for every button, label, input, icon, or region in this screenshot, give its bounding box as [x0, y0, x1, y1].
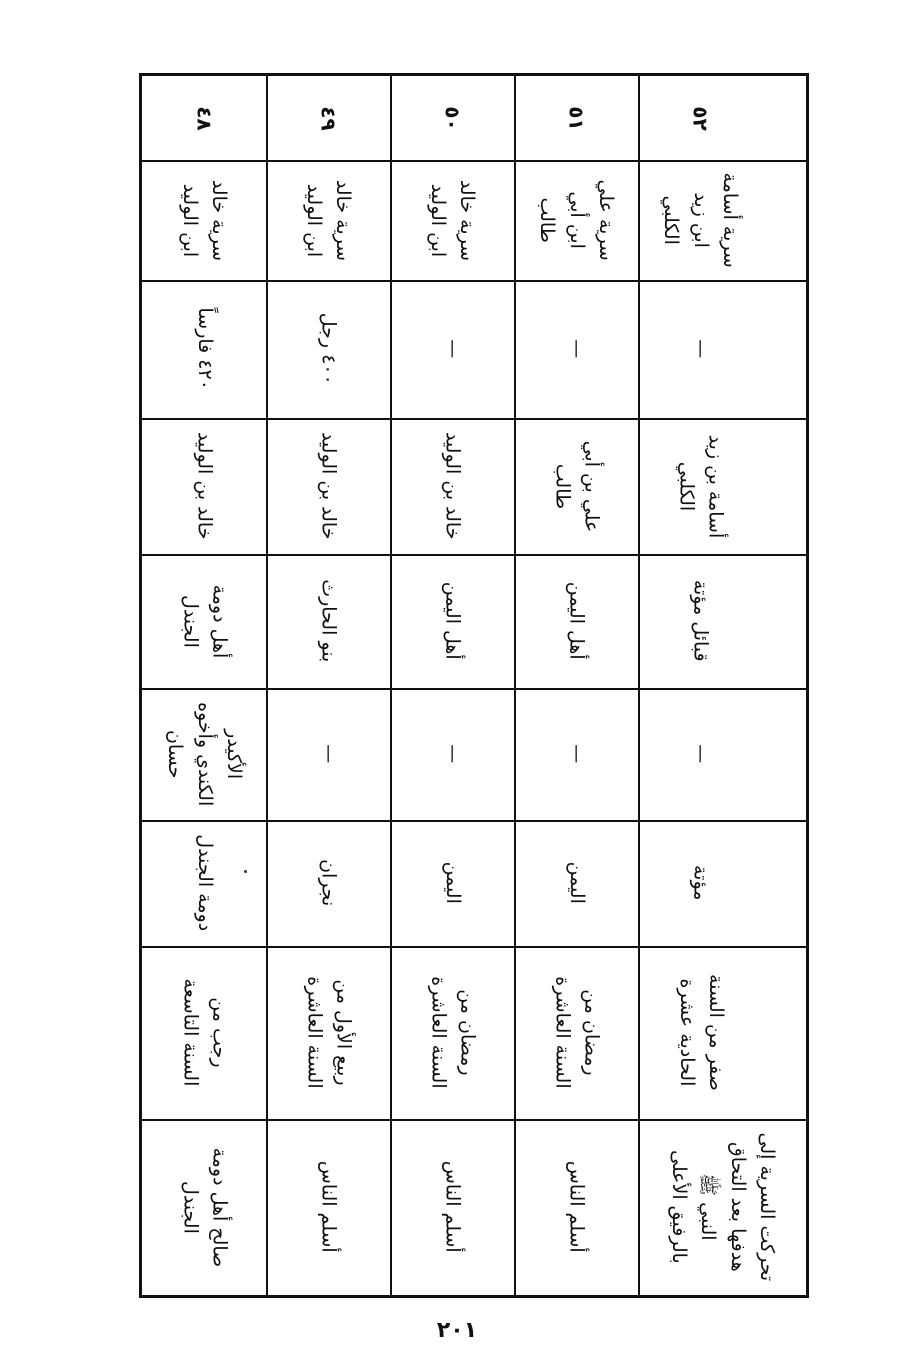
cell-force: — — [565, 339, 588, 359]
cell-enemy-leader: — — [441, 744, 464, 764]
cell-number: ٤٩ — [316, 105, 341, 131]
cell-number: ٥٠ — [440, 105, 465, 131]
cell-force: ٤٢٠ فارساً — [193, 307, 216, 391]
cell-leader: خالد بن الوليد — [441, 432, 464, 540]
cell-date: رمضان من السنة العاشرة — [550, 976, 603, 1089]
cell-enemy-leader: — — [317, 744, 340, 764]
cell-place: مؤتة — [689, 865, 712, 901]
expeditions-table — [139, 73, 809, 1298]
table-row-48 — [142, 76, 266, 1295]
cell-force: ٤٠٠ رجل — [317, 313, 340, 385]
table-row-50 — [390, 76, 514, 1295]
scan-speck — [244, 870, 247, 873]
cell-result: أسلم الناس — [317, 1161, 340, 1253]
cell-enemy-leader: — — [565, 744, 588, 764]
cell-number: ٤٨ — [192, 105, 217, 131]
cell-expedition: سرية خالد ابن الوليد — [179, 179, 231, 261]
cell-target: أهل دومة الجندل — [178, 584, 231, 658]
cell-result: تحركت السرية إلى هدفها بعد التحاق النبي ﷺ بالرفيق الأعلى — [667, 1132, 778, 1282]
cell-expedition: سرية علي ابن أبي طالب — [536, 179, 618, 261]
page-number: ٢٠١ — [436, 1318, 478, 1343]
cell-place: اليمن — [565, 861, 588, 905]
cell-leader: أسامة بن زيد الكلبي — [675, 434, 727, 538]
cell-date: ربيع الأول من السنة العاشرة — [302, 976, 355, 1089]
cell-number: ٥١ — [564, 105, 589, 131]
cell-force: — — [441, 339, 464, 359]
cell-place: دومة الجندل — [193, 834, 216, 932]
cell-expedition: سرية خالد ابن الوليد — [427, 179, 479, 261]
cell-force: — — [689, 339, 712, 359]
table-row-51 — [514, 76, 638, 1295]
cell-place: اليمن — [441, 861, 464, 905]
cell-result: صالح أهل دومة الجندل — [179, 1147, 231, 1267]
cell-enemy-leader: الأكيدر الكندي وأخوه حسان — [164, 701, 246, 807]
table-row-49 — [266, 76, 390, 1295]
cell-enemy-leader: — — [689, 744, 712, 764]
table-row-52 — [638, 76, 806, 1295]
cell-leader: خالد بن الوليد — [317, 432, 340, 540]
cell-expedition: سرية أسامة ابن زيد الكلبي — [660, 172, 742, 268]
cell-result: أسلم الناس — [441, 1161, 464, 1253]
cell-expedition: سرية خالد ابن الوليد — [303, 179, 355, 261]
cell-target: قبائل مؤتة — [689, 580, 712, 662]
cell-date: صفر من السنة الحادية عشرة — [674, 974, 727, 1091]
cell-result: أسلم الناس — [565, 1161, 588, 1253]
cell-date: رجب من السنة التاسعة — [179, 978, 231, 1087]
cell-place: نجران — [317, 859, 340, 907]
cell-target: أهل اليمن — [565, 582, 588, 660]
cell-leader: خالد بن الوليد — [193, 432, 216, 540]
cell-target: بنو الحارث — [317, 579, 340, 663]
cell-leader: علي بن أبي طالب — [550, 440, 603, 532]
cell-target: أهل اليمن — [441, 582, 464, 660]
cell-number: ٥٢ — [688, 105, 713, 131]
cell-date: رمضان من السنة العاشرة — [426, 976, 479, 1089]
